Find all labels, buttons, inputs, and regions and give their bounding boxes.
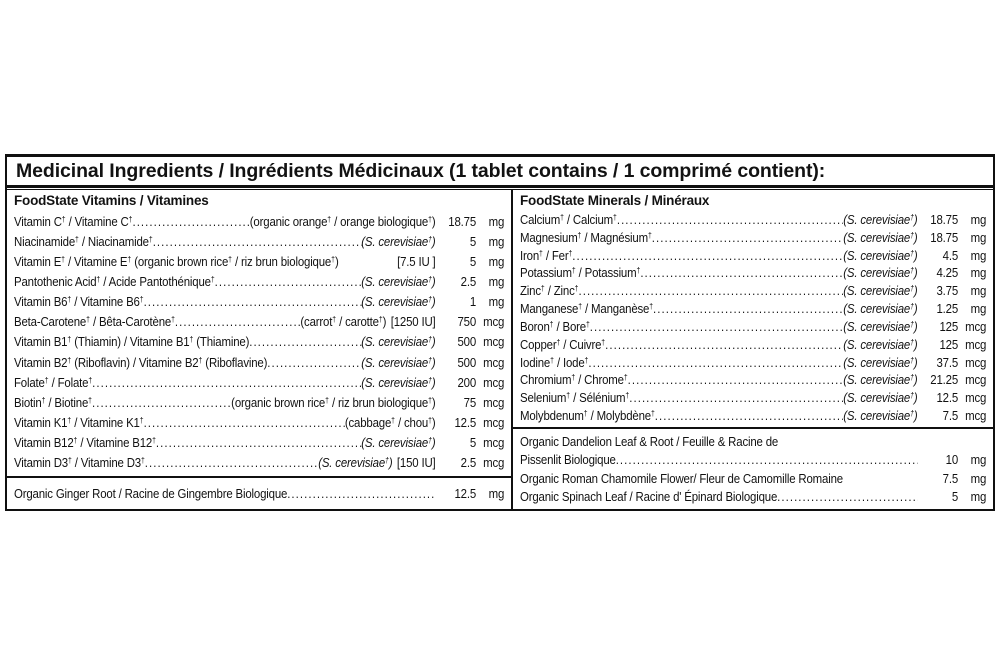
ingredient-amount: 5	[469, 254, 477, 270]
ingredient-row	[520, 471, 989, 486]
ingredient-name: Manganese† / Manganèse†	[520, 301, 654, 317]
ingredient-unit: mcg	[965, 390, 987, 406]
dot-leader	[578, 283, 843, 298]
dot-leader	[92, 395, 231, 410]
ingredient-amount: 7.5	[942, 470, 959, 486]
ingredient-amount: 3.75	[936, 283, 959, 299]
ingredient-unit: mcg	[483, 414, 505, 430]
dagger-mark: †	[88, 395, 92, 405]
ingredient-row	[520, 408, 989, 423]
dot-leader	[777, 489, 917, 504]
ingredient-unit: mg	[970, 301, 987, 317]
ingredient-iu-value: [150 IU]	[396, 454, 436, 470]
ingredient-name: Vitamin B12† / Vitamine B12†	[14, 434, 156, 450]
dagger-mark: †	[428, 335, 432, 345]
ingredient-name: Iodine† / Iode†	[520, 354, 589, 370]
dagger-mark: †	[67, 335, 72, 345]
ingredient-name: Folate† / Folate†	[14, 374, 93, 390]
ingredient-amount: 2.5	[460, 454, 477, 470]
ingredient-name: Molybdenum† / Molybdène†	[520, 408, 655, 424]
dot-leader	[572, 248, 843, 263]
ingredient-source: (S. cerevisiae†)	[361, 354, 436, 370]
dagger-mark: †	[61, 215, 66, 225]
ingredient-unit: mg	[970, 211, 987, 227]
dagger-mark: †	[378, 315, 383, 325]
dagger-mark: †	[571, 266, 576, 276]
ingredient-unit: mg	[488, 294, 505, 310]
dot-leader	[144, 294, 362, 309]
ingredient-name: Vitamin B1† (Thiamin) / Vitamine B1† (Thiamine)	[14, 334, 250, 350]
dagger-mark: †	[540, 284, 545, 294]
dagger-mark: †	[198, 355, 203, 365]
ingredient-row	[14, 274, 507, 289]
dot-leader	[153, 234, 362, 249]
dagger-mark: †	[86, 315, 90, 325]
dagger-mark: †	[67, 355, 72, 365]
dot-leader	[156, 435, 361, 450]
ingredient-unit: mcg	[483, 454, 505, 470]
ingredient-unit: mg	[970, 470, 987, 486]
ingredient-amount: 12.5	[454, 414, 477, 430]
ingredient-iu-value: [1250 IU]	[390, 314, 436, 330]
dagger-mark: †	[549, 320, 554, 330]
dot-leader	[175, 314, 301, 329]
ingredient-source: (S. cerevisiae†)	[361, 374, 436, 390]
ingredient-unit: mcg	[483, 374, 505, 390]
ingredient-unit: mcg	[965, 408, 987, 424]
ingredient-row	[14, 395, 507, 410]
dagger-mark: †	[585, 320, 590, 330]
ingredient-amount: 125	[939, 318, 959, 334]
dagger-mark: †	[139, 415, 144, 425]
dagger-mark: †	[148, 235, 153, 245]
ingredient-source: (S. cerevisiae†)	[318, 454, 393, 470]
ingredient-unit: mg	[488, 486, 505, 501]
vitamins-footer-section	[7, 476, 511, 509]
dagger-mark: †	[550, 355, 554, 365]
ingredient-row	[520, 265, 989, 280]
ingredient-amount: 1.25	[936, 301, 959, 317]
dot-leader	[628, 372, 844, 387]
ingredient-row	[520, 434, 989, 449]
dagger-mark: †	[67, 415, 72, 425]
dagger-mark: †	[636, 266, 641, 276]
ingredient-amount: 37.5	[936, 354, 959, 370]
ingredient-row	[14, 375, 507, 390]
ingredient-name: Vitamin C† / Vitamine C†	[14, 214, 133, 230]
ingredient-unit: mg	[488, 274, 505, 290]
ingredient-amount: 1	[469, 294, 477, 310]
dagger-mark: †	[649, 302, 654, 312]
ingredient-amount: 4.25	[936, 265, 959, 281]
dagger-mark: †	[67, 455, 72, 465]
dagger-mark: †	[331, 255, 335, 265]
dagger-mark: †	[910, 337, 914, 347]
dagger-mark: †	[910, 230, 914, 240]
ingredient-row	[14, 294, 507, 309]
dagger-mark: †	[428, 415, 432, 425]
dagger-mark: †	[391, 415, 395, 425]
dot-leader	[590, 319, 843, 334]
ingredient-source: (S. cerevisiae†)	[843, 229, 918, 245]
ingredient-source: (S. cerevisiae†)	[843, 301, 918, 317]
ingredient-unit: mg	[488, 254, 505, 270]
ingredient-name: Vitamin E† / Vitamine E† (organic brown rice† / riz brun biologique†)	[14, 254, 339, 270]
ingredient-source: (S. cerevisiae†)	[843, 318, 918, 334]
dagger-mark: †	[44, 375, 49, 385]
dagger-mark: †	[623, 373, 628, 383]
ingredient-name: Pantothenic Acid† / Acide Pantothénique†	[14, 274, 215, 290]
dagger-mark: †	[577, 230, 582, 240]
dagger-mark: †	[910, 302, 914, 312]
ingredient-amount: 5	[469, 234, 477, 250]
dagger-mark: †	[332, 315, 337, 325]
dagger-mark: †	[75, 235, 79, 245]
ingredient-source: (S. cerevisiae†)	[361, 274, 436, 290]
dagger-mark: †	[568, 248, 573, 258]
dot-leader	[605, 337, 843, 352]
medicinal-ingredients-table	[5, 154, 995, 511]
ingredient-row	[520, 337, 989, 352]
minerals-column	[513, 190, 993, 509]
dagger-mark: †	[578, 302, 583, 312]
ingredient-amount: 5	[469, 434, 477, 450]
ingredient-unit: mcg	[483, 394, 505, 410]
ingredient-amount: 12.5	[936, 390, 959, 406]
dagger-mark: †	[910, 355, 914, 365]
dagger-mark: †	[910, 248, 914, 258]
ingredient-source: (cabbage† / chou†)	[344, 414, 436, 430]
ingredient-row	[14, 334, 507, 349]
dagger-mark: †	[613, 212, 617, 222]
ingredient-name: Organic Ginger Root / Racine de Gingembre Biologique	[14, 486, 288, 501]
dagger-mark: †	[61, 255, 65, 265]
ingredient-amount: 7.5	[942, 408, 959, 424]
dagger-mark: †	[428, 435, 432, 445]
ingredient-amount: 75	[463, 394, 477, 410]
ingredient-unit: mg	[970, 247, 987, 263]
ingredient-name: Magnesium† / Magnésium†	[520, 229, 652, 245]
ingredient-iu-value: [7.5 IU ]	[397, 254, 436, 270]
dot-leader	[616, 452, 918, 467]
dagger-mark: †	[539, 248, 543, 258]
dagger-mark: †	[152, 435, 156, 445]
dagger-mark: †	[647, 230, 652, 240]
ingredient-name: Organic Spinach Leaf / Racine d' Épinard Biologique	[520, 488, 778, 504]
dagger-mark: †	[228, 255, 232, 265]
ingredient-unit: mcg	[483, 314, 505, 330]
ingredient-unit: mcg	[965, 354, 987, 370]
dot-leader	[629, 390, 843, 405]
ingredient-name: Zinc† / Zinc†	[520, 283, 579, 299]
ingredient-row	[520, 283, 989, 298]
ingredient-name: Vitamin B6† / Vitamine B6†	[14, 294, 144, 310]
dagger-mark: †	[583, 409, 588, 419]
ingredient-name: Organic Dandelion Leaf & Root / Feuille & Racine de	[520, 434, 779, 450]
dagger-mark: †	[428, 215, 432, 225]
dagger-mark: †	[910, 373, 914, 383]
ingredient-unit: mcg	[483, 334, 505, 350]
ingredient-source: (S. cerevisiae†)	[843, 247, 918, 263]
ingredient-name: Copper† / Cuivre†	[520, 336, 606, 352]
ingredient-row	[14, 214, 507, 229]
dot-leader	[215, 274, 362, 289]
dot-leader	[267, 355, 361, 370]
ingredient-row	[14, 355, 507, 370]
ingredient-unit: mg	[970, 229, 987, 245]
ingredient-row	[520, 489, 989, 504]
ingredient-name: Chromium† / Chrome†	[520, 372, 628, 388]
ingredient-source: (S. cerevisiae†)	[361, 434, 436, 450]
dagger-mark: †	[327, 215, 332, 225]
ingredient-source: (S. cerevisiae†)	[843, 354, 918, 370]
dagger-mark: †	[428, 395, 432, 405]
dagger-mark: †	[139, 295, 144, 305]
ingredient-source: (S. cerevisiae†)	[843, 265, 918, 281]
dagger-mark: †	[325, 395, 329, 405]
dagger-mark: †	[210, 275, 215, 285]
dot-leader	[653, 301, 843, 316]
ingredient-name: Potassium† / Potassium†	[520, 265, 641, 281]
ingredient-row	[520, 230, 989, 245]
dagger-mark: †	[171, 315, 175, 325]
ingredient-amount: 500	[457, 354, 477, 370]
ingredient-row	[520, 319, 989, 334]
dot-leader	[652, 230, 843, 245]
ingredient-name: Niacinamide† / Niacinamide†	[14, 234, 153, 250]
dagger-mark: †	[67, 295, 72, 305]
vitamins-column	[7, 190, 513, 509]
ingredient-name: Biotin† / Biotine†	[14, 394, 92, 410]
dot-leader	[655, 408, 843, 423]
ingredient-source: (organic brown rice† / riz brun biologique†)	[231, 394, 436, 410]
ingredient-row	[520, 248, 989, 263]
dot-leader	[588, 355, 843, 370]
ingredient-unit: mg	[970, 265, 987, 281]
ingredient-unit: mg	[970, 488, 987, 504]
ingredient-unit: mg	[488, 234, 505, 250]
ingredient-name: Vitamin B2† (Riboflavin) / Vitamine B2† (Riboflavine)	[14, 354, 268, 370]
vitamins-heading: FoodState Vitamins / Vitamines	[14, 193, 209, 208]
ingredient-row	[14, 314, 507, 329]
ingredient-row	[14, 254, 507, 269]
dot-leader	[640, 265, 843, 280]
ingredient-name: Calcium† / Calcium†	[520, 211, 617, 227]
ingredient-amount: 12.5	[454, 486, 477, 501]
ingredient-amount: 18.75	[448, 214, 477, 230]
ingredient-source: (S. cerevisiae†)	[843, 390, 918, 406]
ingredient-source: (S. cerevisiae†)	[843, 408, 918, 424]
dagger-mark: †	[128, 215, 133, 225]
dagger-mark: †	[385, 455, 389, 465]
dagger-mark: †	[650, 409, 655, 419]
ingredient-row	[14, 486, 507, 501]
dot-leader	[144, 415, 345, 430]
dagger-mark: †	[571, 373, 576, 383]
ingredient-source: (S. cerevisiae†)	[843, 336, 918, 352]
ingredient-unit: mg	[488, 214, 505, 230]
ingredient-amount: 500	[457, 334, 477, 350]
dagger-mark: †	[140, 455, 145, 465]
dot-leader	[145, 455, 318, 470]
ingredient-unit: mcg	[483, 354, 505, 370]
ingredient-name: Vitamin K1† / Vitamine K1†	[14, 414, 144, 430]
dagger-mark: †	[189, 335, 194, 345]
dagger-mark: †	[910, 212, 914, 222]
dagger-mark: †	[428, 275, 432, 285]
ingredient-amount: 200	[457, 374, 477, 390]
ingredient-source: (S. cerevisiae†)	[361, 234, 436, 250]
ingredient-name: Beta-Carotene† / Bêta-Carotène†	[14, 314, 175, 330]
dagger-mark: †	[625, 391, 630, 401]
ingredient-row	[14, 234, 507, 249]
ingredient-row	[520, 390, 989, 405]
ingredient-unit: mcg	[965, 336, 987, 352]
ingredient-unit: mg	[970, 283, 987, 299]
dot-leader	[92, 375, 361, 390]
ingredient-amount: 2.5	[460, 274, 477, 290]
minerals-footer-section	[513, 427, 993, 509]
dagger-mark: †	[428, 375, 432, 385]
ingredient-amount: 4.5	[942, 247, 959, 263]
ingredient-name: Selenium† / Sélénium†	[520, 390, 630, 406]
ingredient-unit: mcg	[965, 318, 987, 334]
ingredient-source: (organic orange† / orange biologique†)	[249, 214, 436, 230]
table-title: Medicinal Ingredients / Ingrédients Médicinaux (1 tablet contains / 1 comprimé contient):	[16, 160, 826, 182]
ingredient-amount: 18.75	[930, 211, 959, 227]
ingredient-unit: mcg	[965, 372, 987, 388]
ingredient-source: (S. cerevisiae†)	[361, 294, 436, 310]
dagger-mark: †	[566, 391, 571, 401]
ingredient-row	[14, 455, 507, 470]
ingredient-row	[520, 452, 989, 467]
dagger-mark: †	[910, 391, 914, 401]
ingredient-source: (S. cerevisiae†)	[843, 372, 918, 388]
ingredient-name: Pissenlit Biologique	[520, 452, 616, 468]
ingredient-name: Iron† / Fer†	[520, 247, 573, 263]
dagger-mark: †	[73, 435, 78, 445]
dagger-mark: †	[910, 320, 914, 330]
ingredient-amount: 21.25	[930, 372, 959, 388]
ingredient-source: (S. cerevisiae†)	[843, 283, 918, 299]
dagger-mark: †	[127, 255, 132, 265]
ingredient-amount: 125	[939, 336, 959, 352]
minerals-rows	[513, 208, 993, 427]
ingredient-name: Boron† / Bore†	[520, 318, 590, 334]
ingredient-amount: 750	[457, 314, 477, 330]
vitamins-rows	[7, 208, 511, 476]
dagger-mark: †	[96, 275, 101, 285]
ingredient-amount: 5	[951, 488, 959, 504]
dagger-mark: †	[428, 355, 432, 365]
dagger-mark: †	[574, 284, 579, 294]
dot-leader	[287, 486, 435, 501]
dagger-mark: †	[88, 375, 93, 385]
table-columns	[7, 190, 993, 509]
ingredient-unit: mg	[970, 452, 987, 468]
ingredient-source: (carrot† / carotte†)	[300, 314, 387, 330]
ingredient-row	[520, 301, 989, 316]
dagger-mark: †	[910, 266, 914, 276]
ingredient-unit: mcg	[483, 434, 505, 450]
ingredient-row	[520, 372, 989, 387]
ingredient-amount: 10	[945, 452, 959, 468]
ingredient-row	[520, 212, 989, 227]
ingredient-source: (S. cerevisiae†)	[843, 211, 918, 227]
dagger-mark: †	[910, 409, 914, 419]
dagger-mark: †	[41, 395, 46, 405]
dagger-mark: †	[428, 295, 432, 305]
dot-leader	[249, 334, 361, 349]
dagger-mark: †	[556, 337, 561, 347]
minerals-heading: FoodState Minerals / Minéraux	[520, 193, 710, 208]
ingredient-source: (S. cerevisiae†)	[361, 334, 436, 350]
dagger-mark: †	[428, 235, 432, 245]
dagger-mark: †	[560, 212, 564, 222]
ingredient-name: Vitamin D3† / Vitamine D3†	[14, 454, 145, 470]
ingredient-name: Organic Roman Chamomile Flower/ Fleur de Camomille Romaine	[520, 470, 843, 486]
ingredient-row	[14, 435, 507, 450]
dagger-mark: †	[601, 337, 606, 347]
dot-leader	[132, 214, 249, 229]
ingredient-row	[14, 415, 507, 430]
ingredient-row	[520, 355, 989, 370]
dagger-mark: †	[584, 355, 589, 365]
dagger-mark: †	[910, 284, 914, 294]
ingredient-amount: 18.75	[930, 229, 959, 245]
dot-leader	[617, 212, 843, 227]
